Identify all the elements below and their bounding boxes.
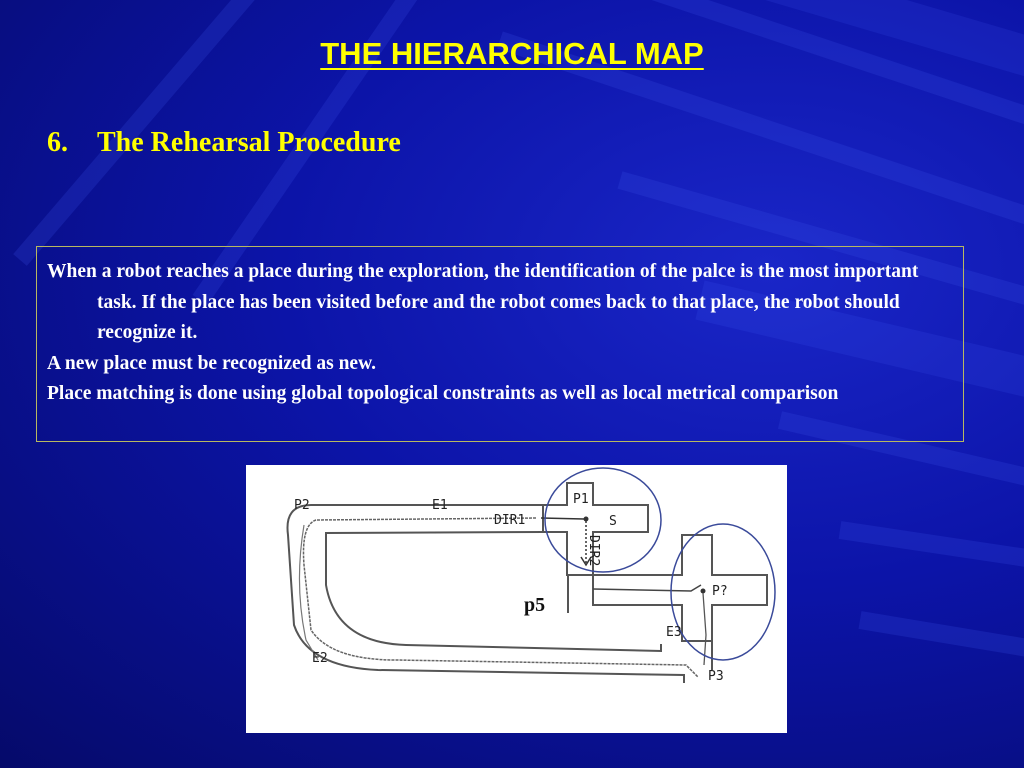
- place-p1-circle: [545, 468, 661, 572]
- section-number: 6.: [47, 127, 68, 158]
- dir1-arrow: [541, 518, 584, 519]
- label-p5: p5: [524, 594, 546, 616]
- label-e3: E3: [666, 625, 682, 640]
- section-title: The Rehearsal Procedure: [97, 127, 401, 158]
- inner-corridor-wall: [326, 532, 661, 651]
- dir1-node: [584, 517, 589, 522]
- link-to-punknown: [593, 585, 701, 591]
- label-p2: P2: [294, 498, 310, 513]
- diagram-svg: [246, 465, 787, 733]
- description-textbox: [36, 246, 964, 442]
- label-e1: E1: [432, 498, 448, 513]
- label-p1: P1: [573, 492, 589, 507]
- paragraph-2: A new place must be recognized as new.: [47, 352, 376, 374]
- label-dir2: DIR2: [586, 535, 601, 567]
- label-s: S: [609, 514, 617, 529]
- paragraph-3: Place matching is done using global topological constraints as well as local metrical comparison: [47, 383, 839, 404]
- label-p-unknown: P?: [712, 584, 728, 599]
- link-punknown-p3: [703, 593, 706, 665]
- label-p3: P3: [708, 669, 724, 684]
- label-e2: E2: [312, 651, 328, 666]
- robot-trajectory: [304, 518, 699, 677]
- hierarchical-map-diagram: [246, 465, 787, 733]
- paragraph-1: When a robot reaches a place during the exploration, the identification of the palce is the most important task. If the place has been visited before and the robot comes back to that place, the robot should recognize it.: [47, 261, 919, 343]
- label-dir1: DIR1: [494, 513, 526, 528]
- slide-title: THE HIERARCHICAL MAP: [320, 36, 704, 71]
- section-heading: [47, 127, 401, 159]
- punknown-node: [701, 589, 706, 594]
- slide-title-wrap: [0, 36, 1024, 72]
